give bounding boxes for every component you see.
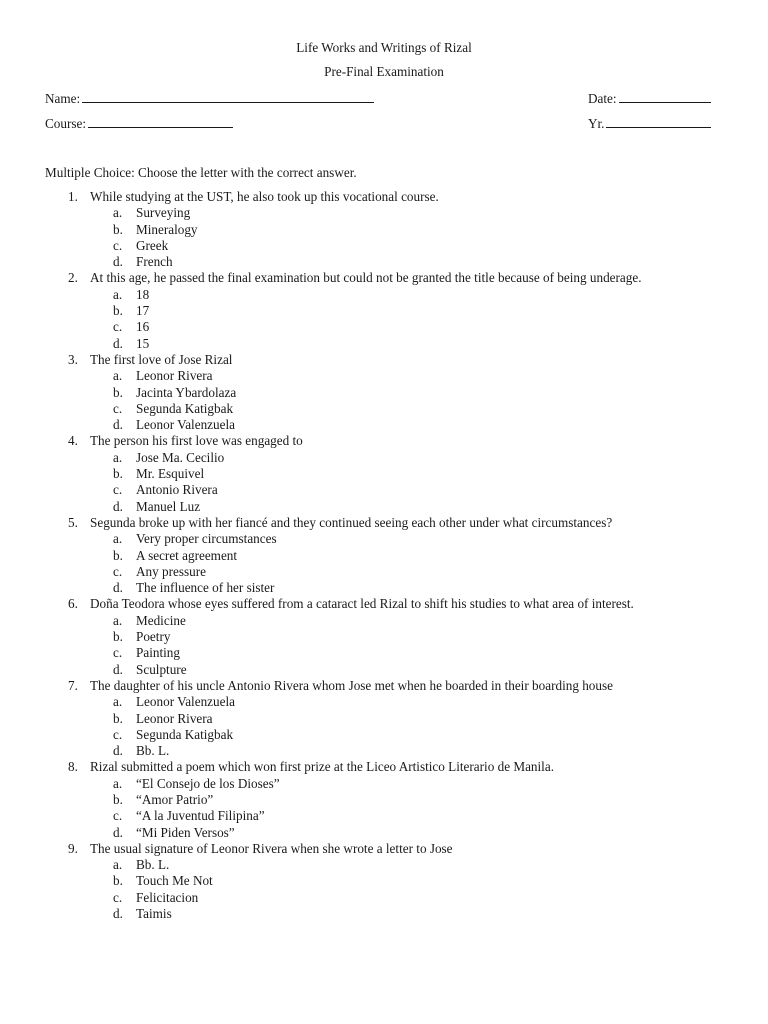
answer-option[interactable] bbox=[0, 808, 768, 824]
option-text: Bb. L. bbox=[136, 857, 170, 873]
question-9 bbox=[0, 841, 768, 857]
option-text: Leonor Valenzuela bbox=[136, 417, 235, 433]
option-letter: c. bbox=[113, 889, 123, 905]
question-number: 4. bbox=[68, 433, 78, 449]
question-text: The first love of Jose Rizal bbox=[90, 351, 233, 367]
option-letter: a. bbox=[113, 449, 123, 465]
option-text: “El Consejo de los Dioses” bbox=[136, 775, 280, 791]
option-letter: a. bbox=[113, 368, 123, 384]
answer-option[interactable] bbox=[0, 662, 768, 678]
answer-option[interactable] bbox=[0, 564, 768, 580]
yr-field bbox=[588, 115, 711, 132]
question-number: 7. bbox=[68, 677, 78, 693]
option-letter: a. bbox=[113, 286, 123, 302]
answer-option[interactable] bbox=[0, 711, 768, 727]
answer-option[interactable] bbox=[0, 254, 768, 270]
option-letter: c. bbox=[113, 482, 123, 498]
option-text: 17 bbox=[136, 303, 150, 319]
option-text: Taimis bbox=[136, 906, 172, 922]
question-text: The usual signature of Leonor Rivera when she wrote a letter to Jose bbox=[90, 840, 453, 856]
option-letter: d. bbox=[113, 498, 123, 514]
option-text: Very proper circumstances bbox=[136, 531, 277, 547]
document-title: Life Works and Writings of Rizal bbox=[296, 40, 472, 55]
answer-option[interactable] bbox=[0, 319, 768, 335]
option-text: French bbox=[136, 254, 173, 270]
option-text: Mr. Esquivel bbox=[136, 466, 205, 482]
option-text: Medicine bbox=[136, 612, 186, 628]
question-text: Doña Teodora whose eyes suffered from a cataract led Rizal to shift his studies to what area of interest. bbox=[90, 596, 634, 612]
course-blank-line[interactable] bbox=[88, 115, 233, 128]
option-text: Painting bbox=[136, 645, 180, 661]
answer-option[interactable] bbox=[0, 613, 768, 629]
option-text: 18 bbox=[136, 286, 150, 302]
answer-option[interactable] bbox=[0, 873, 768, 889]
answer-option[interactable] bbox=[0, 776, 768, 792]
question-text: The person his first love was engaged to bbox=[90, 433, 303, 449]
option-text: Felicitacion bbox=[136, 889, 199, 905]
question-text: While studying at the UST, he also took up this vocational course. bbox=[90, 189, 439, 204]
option-letter: d. bbox=[113, 824, 123, 840]
option-text: 15 bbox=[136, 335, 150, 351]
question-list bbox=[0, 189, 768, 922]
option-letter: c. bbox=[113, 237, 123, 253]
question-number: 3. bbox=[68, 351, 78, 367]
option-letter: c. bbox=[113, 400, 123, 416]
question-7 bbox=[0, 678, 768, 694]
option-text: Manuel Luz bbox=[136, 498, 201, 514]
option-letter: d. bbox=[113, 906, 123, 922]
option-letter: c. bbox=[113, 319, 123, 335]
answer-option[interactable] bbox=[0, 287, 768, 303]
answer-option[interactable] bbox=[0, 238, 768, 254]
question-2 bbox=[0, 270, 768, 286]
answer-option[interactable] bbox=[0, 417, 768, 433]
date-field bbox=[588, 90, 711, 107]
answer-option[interactable] bbox=[0, 645, 768, 661]
option-text: Poetry bbox=[136, 629, 171, 645]
answer-option[interactable] bbox=[0, 743, 768, 759]
answer-option[interactable] bbox=[0, 385, 768, 401]
document-subtitle: Pre-Final Examination bbox=[324, 64, 444, 79]
option-letter: b. bbox=[113, 466, 123, 482]
option-letter: b. bbox=[113, 791, 123, 807]
option-text: “Amor Patrio” bbox=[136, 791, 214, 807]
option-letter: a. bbox=[113, 775, 123, 791]
question-6 bbox=[0, 596, 768, 612]
answer-option[interactable] bbox=[0, 336, 768, 352]
question-text: At this age, he passed the final examination but could not be granted the title because of being underage. bbox=[90, 270, 642, 286]
answer-option[interactable] bbox=[0, 531, 768, 547]
option-letter: b. bbox=[113, 221, 123, 237]
date-blank-line[interactable] bbox=[619, 90, 711, 103]
option-text: Mineralogy bbox=[136, 221, 198, 237]
option-letter: a. bbox=[113, 857, 123, 873]
option-letter: d. bbox=[113, 254, 123, 270]
option-text: Sculpture bbox=[136, 661, 187, 677]
option-letter: c. bbox=[113, 563, 123, 579]
option-letter: d. bbox=[113, 743, 123, 759]
answer-option[interactable] bbox=[0, 629, 768, 645]
answer-option[interactable] bbox=[0, 499, 768, 515]
course-label: Course: bbox=[45, 116, 87, 131]
date-label: Date: bbox=[588, 91, 617, 106]
question-text: The daughter of his uncle Antonio Rivera whom Jose met when he boarded in their boarding house bbox=[90, 677, 613, 693]
option-text: Bb. L. bbox=[136, 743, 170, 759]
option-text: Leonor Rivera bbox=[136, 368, 213, 384]
option-letter: c. bbox=[113, 808, 123, 824]
option-letter: a. bbox=[113, 205, 123, 221]
option-text: Surveying bbox=[136, 205, 191, 221]
answer-option[interactable] bbox=[0, 727, 768, 743]
question-8 bbox=[0, 759, 768, 775]
option-text: Jacinta Ybardolaza bbox=[136, 384, 237, 400]
option-text: Touch Me Not bbox=[136, 873, 213, 889]
answer-option[interactable] bbox=[0, 205, 768, 221]
yr-label: Yr. bbox=[588, 116, 605, 131]
name-blank-line[interactable] bbox=[82, 90, 374, 103]
option-text: Leonor Rivera bbox=[136, 710, 213, 726]
option-text: Antonio Rivera bbox=[136, 482, 218, 498]
option-letter: a. bbox=[113, 612, 123, 628]
answer-option[interactable] bbox=[0, 857, 768, 873]
option-text: “A la Juventud Filipina” bbox=[136, 808, 265, 824]
name-field bbox=[45, 90, 374, 107]
option-text: Leonor Valenzuela bbox=[136, 694, 235, 710]
question-number: 2. bbox=[68, 270, 78, 286]
answer-option[interactable] bbox=[0, 222, 768, 238]
option-letter: c. bbox=[113, 645, 123, 661]
option-letter: b. bbox=[113, 710, 123, 726]
option-text: Any pressure bbox=[136, 563, 206, 579]
option-text: The influence of her sister bbox=[136, 580, 275, 596]
option-letter: a. bbox=[113, 531, 123, 547]
option-letter: b. bbox=[113, 384, 123, 400]
option-text: A secret agreement bbox=[136, 547, 238, 563]
answer-option[interactable] bbox=[0, 368, 768, 384]
instructions: Multiple Choice: Choose the letter with the correct answer. bbox=[45, 165, 357, 180]
question-number: 9. bbox=[68, 840, 78, 856]
option-letter: d. bbox=[113, 417, 123, 433]
answer-option[interactable] bbox=[0, 825, 768, 841]
question-text: Rizal submitted a poem which won first prize at the Liceo Artistico Literario de Manila. bbox=[90, 759, 554, 775]
option-letter: d. bbox=[113, 335, 123, 351]
option-letter: d. bbox=[113, 661, 123, 677]
question-text: Segunda broke up with her fiancé and they continued seeing each other under what circumstances? bbox=[90, 514, 613, 530]
question-number: 5. bbox=[68, 514, 78, 530]
option-letter: d. bbox=[113, 580, 123, 596]
option-text: Segunda Katigbak bbox=[136, 400, 234, 416]
answer-option[interactable] bbox=[0, 906, 768, 922]
answer-option[interactable] bbox=[0, 548, 768, 564]
question-number: 8. bbox=[68, 759, 78, 775]
answer-option[interactable] bbox=[0, 792, 768, 808]
answer-option[interactable] bbox=[0, 466, 768, 482]
course-field bbox=[45, 115, 233, 132]
question-number: 6. bbox=[68, 596, 78, 612]
answer-option[interactable] bbox=[0, 580, 768, 596]
answer-option[interactable] bbox=[0, 482, 768, 498]
question-4 bbox=[0, 433, 768, 449]
question-3 bbox=[0, 352, 768, 368]
question-number: 1. bbox=[68, 189, 78, 204]
option-letter: a. bbox=[113, 694, 123, 710]
option-letter: b. bbox=[113, 629, 123, 645]
question-5 bbox=[0, 515, 768, 531]
yr-blank-line[interactable] bbox=[606, 115, 711, 128]
option-letter: b. bbox=[113, 873, 123, 889]
answer-option[interactable] bbox=[0, 890, 768, 906]
option-text: Jose Ma. Cecilio bbox=[136, 449, 225, 465]
question-1 bbox=[0, 189, 768, 205]
answer-option[interactable] bbox=[0, 303, 768, 319]
option-text: 16 bbox=[136, 319, 150, 335]
name-label: Name: bbox=[45, 91, 81, 106]
answer-option[interactable] bbox=[0, 401, 768, 417]
option-letter: b. bbox=[113, 303, 123, 319]
option-text: “Mi Piden Versos” bbox=[136, 824, 235, 840]
option-letter: c. bbox=[113, 726, 123, 742]
option-text: Greek bbox=[136, 237, 169, 253]
option-letter: b. bbox=[113, 547, 123, 563]
option-text: Segunda Katigbak bbox=[136, 726, 234, 742]
answer-option[interactable] bbox=[0, 450, 768, 466]
answer-option[interactable] bbox=[0, 694, 768, 710]
